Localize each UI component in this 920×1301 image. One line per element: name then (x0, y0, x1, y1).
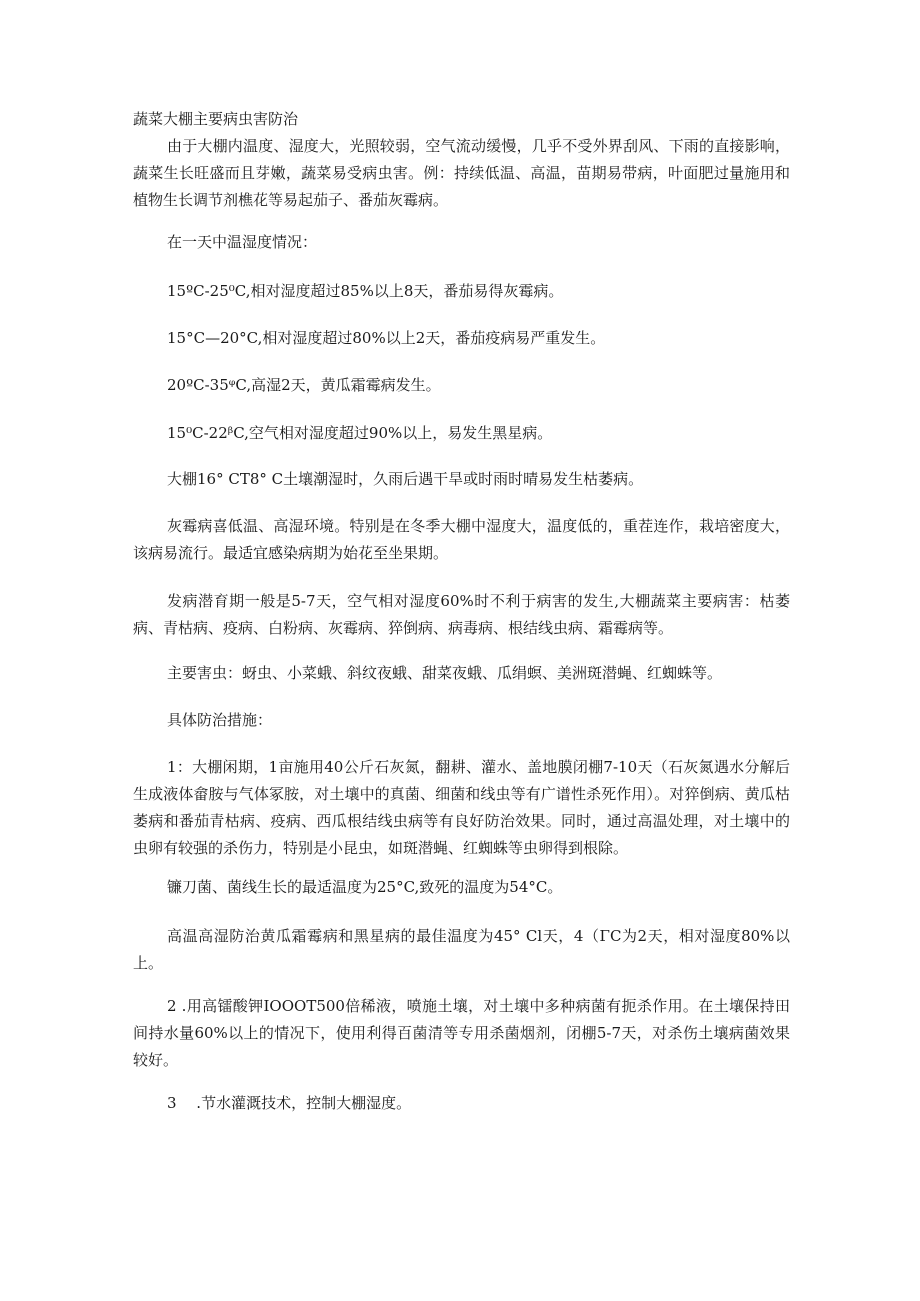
paragraph-measure-2: 2 .用高镭酸钾IOOOT500倍稀液，喷施土壤，对土壤中多种病菌有扼杀作用。在土壤保持田间持水量60%以上的情况下，使用利得百菌清等专用杀菌烟剂，闭棚5-7天，对杀伤土壤病菌效果较好。 (133, 997, 790, 1069)
paragraph-daily-conditions: 在一天中温湿度情况： (167, 233, 318, 251)
paragraph-high-temp-humidity: 高温高湿防治黄瓜霜霉病和黑星病的最佳温度为45° Cl天，4（ΓC为2天，相对湿度80%以上。 (133, 927, 790, 972)
paragraph-measure-3: 3 .节水灌溉技术，控制大棚湿度。 (167, 1094, 412, 1112)
paragraph-gray-mold: 灰霉病喜低温、高湿环境。特别是在冬季大棚中湿度大，温度低的，重茬连作，栽培密度大，该病易流行。最适宜感染病期为始花至坐果期。 (133, 517, 790, 562)
document-title: 蔬菜大棚主要病虫害防治 (133, 110, 299, 128)
paragraph-main-pests: 主要害虫：蚜虫、小菜蛾、斜纹夜蛾、甜菜夜蛾、瓜绢螟、美洲斑潜蝇、红蜘蛛等。 (167, 664, 723, 682)
paragraph-condition-3: 20ºC-35ᵠC,高湿2天，黄瓜霜霉病发生。 (167, 376, 441, 394)
paragraph-condition-5: 大棚16° CT8° C土壤潮湿时，久雨后遇干旱或时雨时晴易发生枯萎病。 (167, 470, 644, 488)
paragraph-measure-1: 1：大棚闲期，1亩施用40公斤石灰氮，翻耕、灌水、盖地膜闭棚7-10天（石灰氮遇水分解后生成液体畲胺与气体冢胺，对土壤中的真菌、细菌和线虫等有广谱性杀死作用）。对猝倒病、黄瓜枯萎病和番茄青枯病、疫病、西瓜根结线虫病等有良好防治效果。同时，通过高温处理，对土壤中的虫卵有较强的杀伤力，特别是小昆虫，如斑潜蝇、红蜘蛛等虫卵得到根除。 (133, 758, 790, 857)
paragraph-main-diseases: 发病潜育期一般是5-7天，空气相对湿度60%时不利于病害的发生,大棚蔬菜主要病害：枯萎病、青枯病、疫病、白粉病、灰霉病、猝倒病、病毒病、根结线虫病、霜霉病等。 (133, 592, 790, 637)
paragraph-intro: 由于大棚内温度、湿度大，光照较弱，空气流动缓慢，几乎不受外界刮风、下雨的直接影响，蔬菜生长旺盛而且芽嫩，蔬菜易受病虫害。例：持续低温、高温，苗期易带病，叶面肥过量施用和植物生长调节剂樵花等易起茄子、番茄灰霉病。 (133, 137, 790, 209)
paragraph-measures-heading: 具体防治措施： (167, 711, 273, 729)
paragraph-fusarium: 镰刀菌、菌线生长的最适温度为25°C,致死的温度为54°C。 (167, 878, 563, 896)
paragraph-condition-1: 15ºC-25⁰C,相对湿度超过85%以上8天，番茄易得灰霉病。 (167, 282, 564, 300)
paragraph-condition-4: 15⁰C-22ᵝC,空气相对湿度超过90%以上，易发生黑星病。 (167, 424, 553, 442)
paragraph-condition-2: 15°C—20°C,相对湿度超过80%以上2天，番茄疫病易严重发生。 (167, 329, 606, 347)
